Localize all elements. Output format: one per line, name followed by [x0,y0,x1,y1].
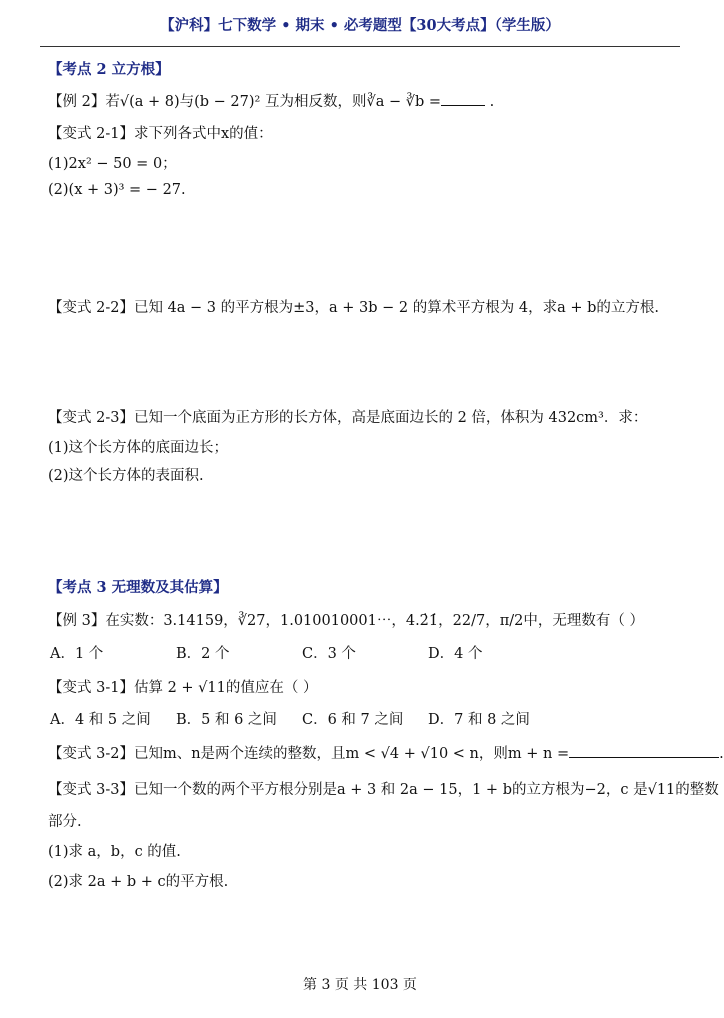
example-3: 【例 3】在实数：3.14159，∛27，1.010010001⋯，4.2̇1̇，22/7，π/2中，无理数有（ ） [48,613,644,629]
variant-3-1-option-d: D．7 和 8 之间 [428,712,530,728]
variant-2-1-title: 【变式 2-1】求下列各式中x的值： [48,126,273,142]
variant-3-1-option-b: B．5 和 6 之间 [176,712,277,728]
variant-3-3-line-2: 部分. [48,814,82,830]
variant-3-3-line-1: 【变式 3-3】已知一个数的两个平方根分别是a + 3 和 2a − 15，1 + b的立方根为−2，c 是√11的整数 [48,782,719,798]
variant-3-2 [48,742,724,763]
variant-2-3-item-2: (2)这个长方体的表面积. [48,468,204,484]
answer-blank [569,743,719,758]
example-3-option-d: D．4 个 [428,646,483,662]
example-3-option-b: B．2 个 [176,646,230,662]
example-2-text: 【例 2】若√(a + 8)与(b − 27)² 互为相反数，则∛a − ∛b = [48,94,441,110]
example-2 [48,90,494,111]
variant-2-2: 【变式 2-2】已知 4a − 3 的平方根为±3，a + 3b − 2 的算术平方根为 4，求a + b的立方根. [48,300,659,316]
header-divider [40,46,680,47]
variant-2-1-item-2: (2)(x + 3)³ = − 27. [48,182,186,198]
example-3-option-a: A．1 个 [50,646,104,662]
variant-3-2-end: . [719,746,724,762]
variant-3-1: 【变式 3-1】估算 2 + √11的值应在（ ） [48,680,318,696]
answer-blank [441,91,485,106]
section-3-heading: 【考点 3 无理数及其估算】 [48,579,228,596]
variant-3-3-item-2: (2)求 2a + b + c的平方根. [48,874,229,890]
variant-3-1-option-c: C．6 和 7 之间 [302,712,404,728]
section-2-heading: 【考点 2 立方根】 [48,61,170,78]
variant-3-2-text: 【变式 3-2】已知m、n是两个连续的整数，且m < √4 + √10 < n，则m + n = [48,746,570,762]
variant-2-3-title: 【变式 2-3】已知一个底面为正方形的长方体，高是底面边长的 2 倍，体积为 432cm³．求： [48,410,648,426]
variant-3-1-option-a: A．4 和 5 之间 [50,712,151,728]
page-header-title: 【沪科】七下数学 • 期末 • 必考题型【30大考点】（学生版） [160,17,560,34]
page-number: 第 3 页 共 103 页 [303,977,417,993]
example-3-option-c: C．3 个 [302,646,356,662]
variant-2-1-item-1: (1)2x² − 50 = 0； [48,156,177,172]
variant-3-3-item-1: (1)求 a，b，c 的值. [48,844,181,860]
example-2-end: . [485,94,495,110]
variant-2-3-item-1: (1)这个长方体的底面边长； [48,440,229,456]
